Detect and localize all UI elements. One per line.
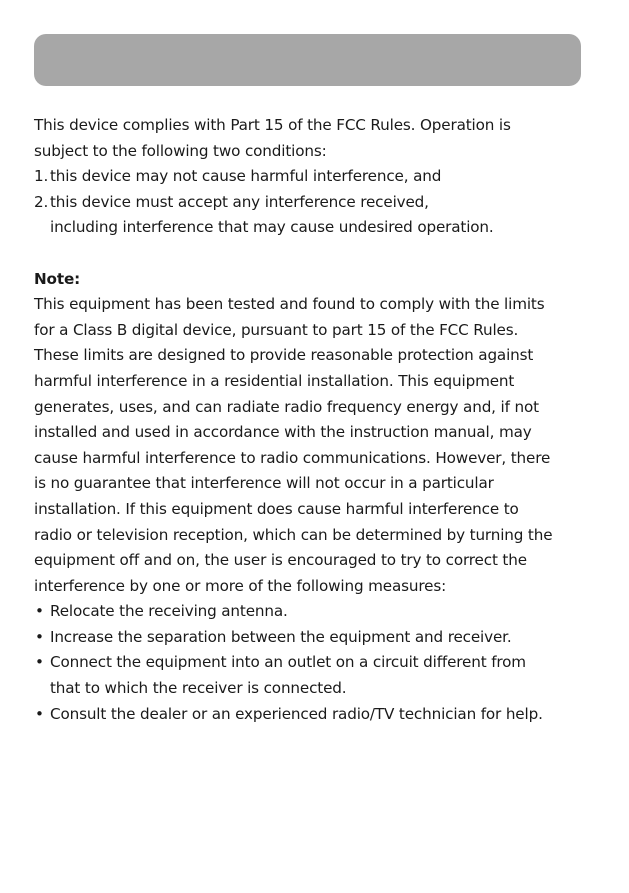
measure-text: Consult the dealer or an experienced radio/TV technician for help. [50,704,543,723]
text-line: interference by one or more of the following measures: [34,576,447,595]
section-spacer [34,241,594,267]
intro-paragraph [34,113,594,164]
bullet-icon: • [35,627,44,646]
text-line: installed and used in accordance with the instruction manual, may [34,423,532,442]
condition-number: 2. [34,192,49,211]
text-line: This equipment has been tested and found to comply with the limits [34,295,545,314]
text-line: cause harmful interference to radio communications. However, there [34,448,551,467]
text-line: installation. If this equipment does cause harmful interference to [34,499,519,518]
measure-text: Increase the separation between the equipment and receiver. [50,627,512,646]
text-line: harmful interference in a residential installation. This equipment [34,371,515,390]
measure-item [34,650,594,701]
condition-text: including interference that may cause undesired operation. [50,218,494,237]
text-line: equipment off and on, the user is encouraged to try to correct the [34,551,527,570]
bullet-icon: • [35,602,44,621]
note-paragraph [34,292,594,599]
note-heading: Note: [34,269,81,288]
text-line: radio or television reception, which can be determined by turning the [34,525,553,544]
conditions-list [34,164,594,241]
bullet-icon: • [35,653,44,672]
text-line: These limits are designed to provide reasonable protection against [34,346,534,365]
condition-item [34,190,594,241]
measure-text: Connect the equipment into an outlet on a circuit different from [50,653,526,672]
condition-number: 1. [34,167,49,186]
text-line: This device complies with Part 15 of the FCC Rules. Operation is [34,116,511,134]
measure-item [34,625,594,651]
measures-list [34,599,594,727]
condition-text: this device must accept any interference received, [50,192,429,211]
text-line: for a Class B digital device, pursuant to part 15 of the FCC Rules. [34,320,519,339]
measure-text: that to which the receiver is connected. [50,679,347,698]
text-line: subject to the following two conditions: [34,141,327,160]
condition-item [34,164,594,190]
header-bar [34,34,581,86]
text-line: is no guarantee that interference will not occur in a particular [34,474,494,493]
measure-text: Relocate the receiving antenna. [50,602,288,621]
condition-text: this device may not cause harmful interference, and [50,167,442,186]
text-line: generates, uses, and can radiate radio frequency energy and, if not [34,397,539,416]
measure-item [34,702,594,728]
document-body [34,113,594,727]
measure-item [34,599,594,625]
bullet-icon: • [35,704,44,723]
